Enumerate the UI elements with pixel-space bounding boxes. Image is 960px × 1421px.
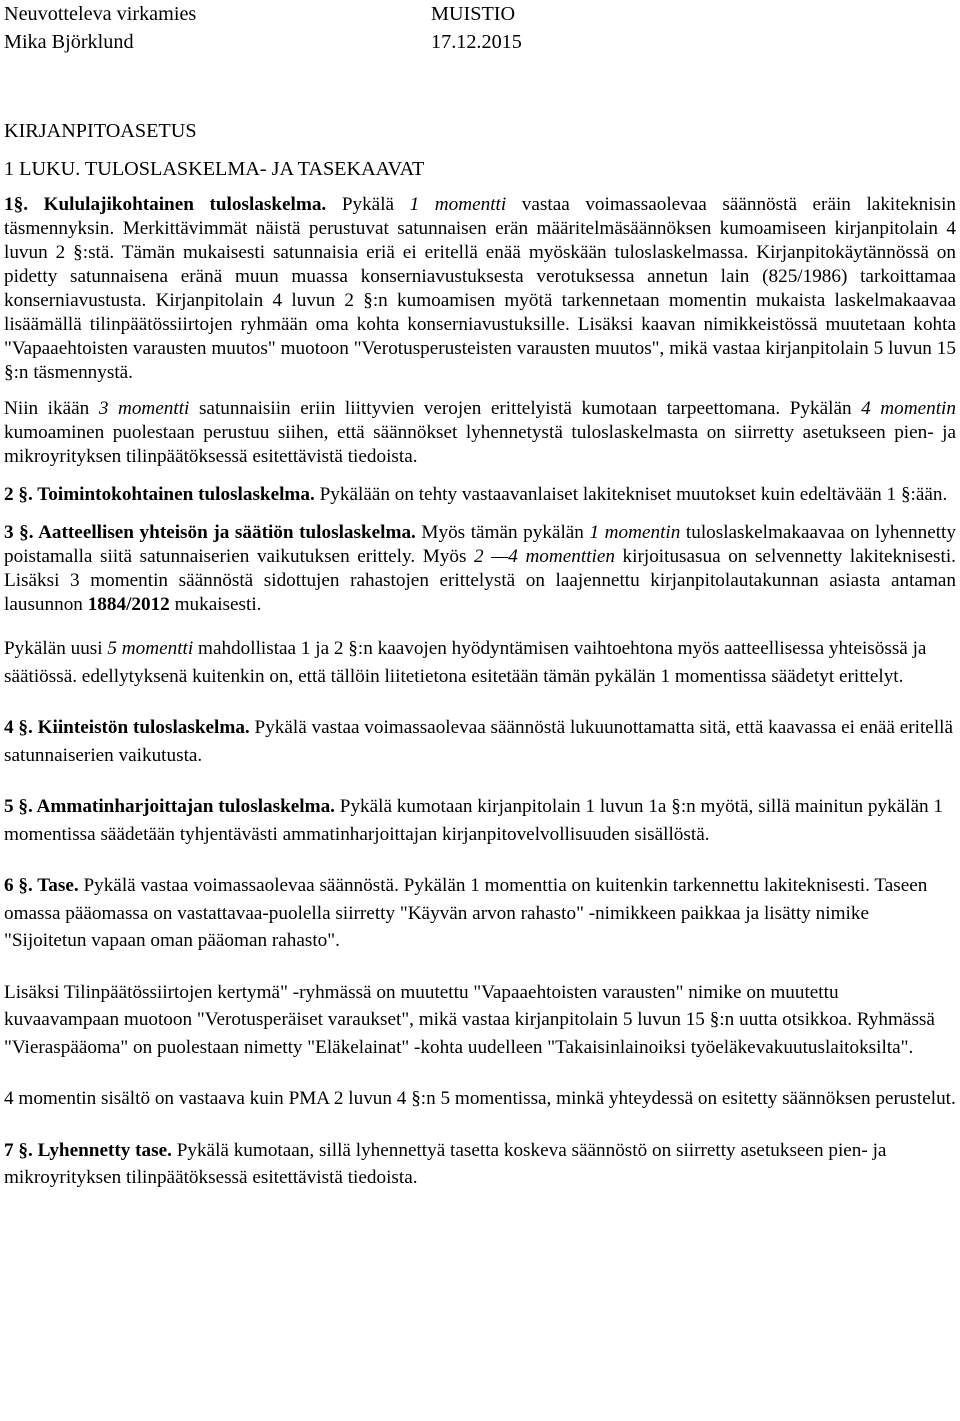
author-name: Mika Björklund: [4, 31, 134, 53]
section-3-heading: 3 §. Aatteellisen yhteisön ja säätiön tuloslaskelma.: [4, 522, 416, 543]
section-6-paragraph-2: Lisäksi Tilinpäätössiirtojen kertymä" -ryhmässä on muutettu "Vapaaehtoisten varausten" nimike on muutettu kuvaavampaan muotoon "Verotusperäiset varaukset", mikä vastaa kirjanpitolain 5 luvun 15 §:n uutta otsikkoa. Ryhmässä "Vieraspääoma" on puolestaan nimetty "Eläkelainat" -kohta uudelleen "Takaisinlainoiksi työeläkevakuutuslaitoksilta".: [4, 981, 935, 1058]
section-1-heading: 1§. Kululajikohtainen tuloslaskelma.: [4, 194, 327, 215]
chapter-heading: 1 LUKU. TULOSLASKELMA- JA TASEKAAVAT: [4, 158, 425, 180]
document-date: 17.12.2015: [431, 31, 522, 53]
author-role: Neuvotteleva virkamies: [4, 3, 197, 25]
section-6-paragraph-1: 6 §. Tase. Pykälä vastaa voimassaolevaa säännöstä. Pykälän 1 momenttia on kuitenkin tarkennettu lakiteknisesti. Taseen omassa pääomassa on vastattavaa-puolella siirretty "Käyvän arvon rahasto" -nimikkeen paikkaa ja lisätty nimike "Sijoitetun vapaan oman pääoman rahasto".: [4, 875, 928, 951]
section-4-paragraph: 4 §. Kiinteistön tuloslaskelma. Pykälä vastaa voimassaolevaa säännöstä lukuunottamatta sitä, että kaavassa ei enää eritellä satunnaiserien vaikutusta.: [4, 717, 954, 766]
document-type: MUISTIO: [431, 3, 516, 25]
section-6-heading: 6 §. Tase.: [4, 875, 79, 896]
section-7-heading: 7 §. Lyhennetty tase.: [4, 1139, 172, 1161]
memo-body: [4, 117, 956, 1204]
section-7-paragraph: 7 §. Lyhennetty tase. Pykälä kumotaan, sillä lyhennettyä tasetta koskeva säännöstö on siirretty asetukseen pien- ja mikroyrityksen tilinpäätöksessä esitettävistä tiedoista.: [4, 1139, 887, 1188]
document-title: KIRJANPITOASETUS: [4, 120, 197, 142]
section-6-paragraph-3: 4 momentin sisältö on vastaava kuin PMA 2 luvun 4 §:n 5 momentissa, minkä yhteydessä on esitetty säännöksen perustelut.: [4, 1088, 956, 1109]
section-4-heading: 4 §. Kiinteistön tuloslaskelma.: [4, 717, 250, 738]
section-2-paragraph: 2 §. Toimintokohtainen tuloslaskelma. Pykälään on tehty vastaavanlaiset lakitekniset muutokset kuin edeltävään 1 §:ään.: [4, 484, 948, 505]
section-1-paragraph-1: 1§. Kululajikohtainen tuloslaskelma. Pykälä 1 momentti vastaa voimassaolevaa säännöstä eräin lakiteknisin täsmennyksin. Merkittävimmät näistä perustuvat satunnaisen erän määritelmäsäännöksen kumoamiseen kirjanpitolain 4 luvun 2 §:stä. Tämän mukaisesti satunnaisia eriä ei eritellä enää myöskään tuloslaskelmassa. Kirjanpitokäytännössä on pidetty satunnaisena eränä muun muassa konserniavustuksesta verotuksessa annetun lain (825/1986) tarkoittamaa konserniavustusta. Kirjanpitolain 4 luvun 2 §:n kumoamisen myötä tarkennetaan momentin mukaista laskelmakaavaa lisäämällä tilinpäätössiirtojen ryhmään oma kohta konserniavustuksille. Lisäksi kaavan nimikkeistössä muutetaan kohta "Vapaaehtoisten varausten muutos" muotoon "Verotusperusteisten varausten muutos", mikä vastaa kirjanpitolain 5 luvun 15 §:n täsmennystä.: [4, 194, 956, 383]
section-2-heading: 2 §. Toimintokohtainen tuloslaskelma.: [4, 484, 315, 505]
header-row-2: [4, 28, 544, 56]
section-5-heading: 5 §. Ammatinharjoittajan tuloslaskelma.: [4, 796, 335, 817]
section-5-paragraph: 5 §. Ammatinharjoittajan tuloslaskelma. Pykälä kumotaan kirjanpitolain 1 luvun 1a §:n myötä, sillä mainitun pykälän 1 momentissa säädetään tyhjentävästi ammatinharjoittajan kirjanpitovelvollisuuden sisällöstä.: [4, 796, 944, 845]
memo-header: [4, 0, 544, 56]
section-3-paragraph-1: 3 §. Aatteellisen yhteisön ja säätiön tuloslaskelma. Myös tämän pykälän 1 momentin tuloslaskelmakaavaa on lyhennetty poistamalla siitä satunnaiserien vaikutuksen erittely. Myös 2 —4 momenttien kirjoitusasua on selvennetty lakiteknisesti. Lisäksi 3 momentin säännöstä sidottujen rahastojen erittelystä on laajennettu kirjanpitolautakunnan asiasta antaman lausunnon 1884/2012 mukaisesti.: [4, 522, 956, 615]
header-row-1: [4, 0, 544, 28]
section-1-paragraph-2: Niin ikään 3 momentti satunnaisiin eriin liittyvien verojen erittelyistä kumotaan tarpeettomana. Pykälän 4 momentin kumoaminen puolestaan perustuu siihen, että säännökset lyhennetystä tuloslaskelmasta on siirretty asetukseen pien- ja mikroyrityksen tilinpäätöksessä esitettävistä tiedoista.: [4, 398, 956, 467]
section-3-paragraph-2: Pykälän uusi 5 momentti mahdollistaa 1 ja 2 §:n kaavojen hyödyntämisen vaihtoehtona myös aatteellisessa yhteisössä ja säätiössä. edellytyksenä kuitenkin on, että tällöin liitetietona esitetään tämän pykälän 1 momentissa säädetyt erittelyt.: [4, 638, 927, 687]
